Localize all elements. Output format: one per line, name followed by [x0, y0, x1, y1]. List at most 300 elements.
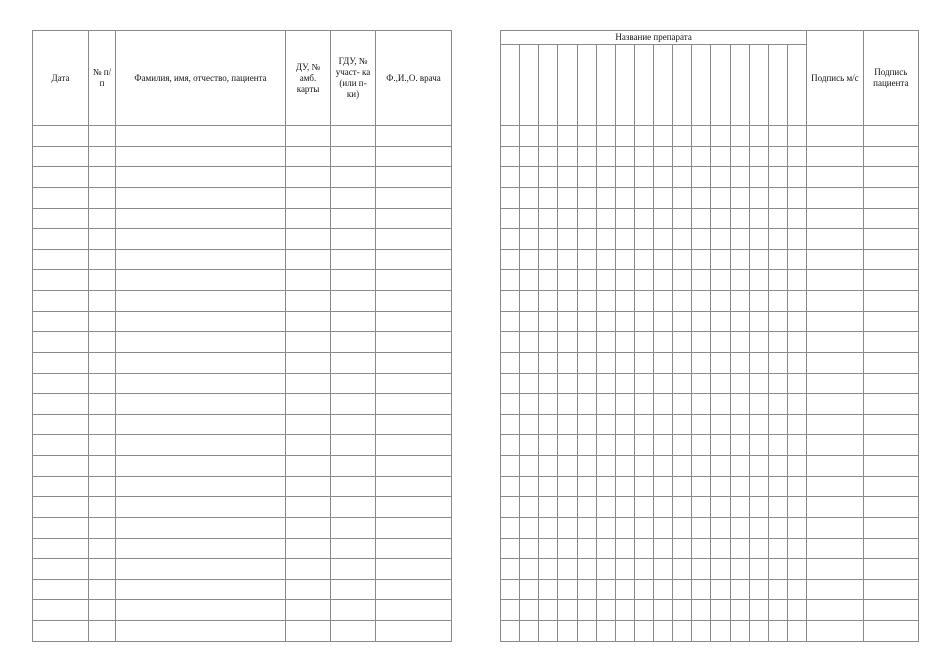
drug-entry-cell[interactable] [768, 414, 787, 435]
drug-entry-cell[interactable] [787, 538, 806, 559]
nurse-signature-cell[interactable] [807, 249, 863, 270]
entry-cell-du[interactable] [286, 229, 331, 250]
drug-entry-cell[interactable] [749, 600, 768, 621]
drug-entry-cell[interactable] [634, 291, 653, 312]
drug-entry-cell[interactable] [673, 229, 692, 250]
drug-entry-cell[interactable] [692, 600, 711, 621]
drug-entry-cell[interactable] [730, 373, 749, 394]
drug-entry-cell[interactable] [730, 621, 749, 642]
drug-entry-cell[interactable] [577, 311, 596, 332]
drug-entry-cell[interactable] [596, 394, 615, 415]
drug-entry-cell[interactable] [615, 497, 634, 518]
nurse-signature-cell[interactable] [807, 352, 863, 373]
drug-entry-cell[interactable] [577, 249, 596, 270]
drug-entry-cell[interactable] [692, 517, 711, 538]
drug-entry-cell[interactable] [558, 476, 577, 497]
drug-entry-cell[interactable] [711, 187, 730, 208]
drug-entry-cell[interactable] [654, 497, 673, 518]
drug-entry-cell[interactable] [730, 249, 749, 270]
entry-cell-name[interactable] [116, 291, 286, 312]
drug-entry-cell[interactable] [749, 559, 768, 580]
drug-entry-cell[interactable] [787, 167, 806, 188]
drug-entry-cell[interactable] [787, 229, 806, 250]
drug-entry-cell[interactable] [634, 559, 653, 580]
drug-entry-cell[interactable] [787, 621, 806, 642]
drug-entry-cell[interactable] [634, 373, 653, 394]
drug-entry-cell[interactable] [520, 126, 539, 147]
drug-entry-cell[interactable] [749, 126, 768, 147]
entry-cell-gdu[interactable] [331, 311, 376, 332]
entry-cell-doctor[interactable] [376, 208, 452, 229]
drug-entry-cell[interactable] [654, 146, 673, 167]
entry-cell-gdu[interactable] [331, 229, 376, 250]
drug-entry-cell[interactable] [654, 249, 673, 270]
drug-entry-cell[interactable] [711, 249, 730, 270]
drug-entry-cell[interactable] [577, 476, 596, 497]
drug-entry-cell[interactable] [520, 311, 539, 332]
drug-entry-cell[interactable] [558, 621, 577, 642]
entry-cell-du[interactable] [286, 352, 331, 373]
entry-cell-date[interactable] [33, 270, 89, 291]
drug-entry-cell[interactable] [768, 497, 787, 518]
drug-entry-cell[interactable] [520, 249, 539, 270]
drug-entry-cell[interactable] [673, 435, 692, 456]
drug-entry-cell[interactable] [539, 538, 558, 559]
drug-entry-cell[interactable] [654, 332, 673, 353]
drug-entry-cell[interactable] [730, 126, 749, 147]
drug-entry-cell[interactable] [539, 476, 558, 497]
drug-entry-cell[interactable] [501, 394, 520, 415]
patient-signature-cell[interactable] [863, 208, 918, 229]
entry-cell-gdu[interactable] [331, 600, 376, 621]
drug-entry-cell[interactable] [615, 579, 634, 600]
nurse-signature-cell[interactable] [807, 559, 863, 580]
drug-entry-cell[interactable] [673, 476, 692, 497]
entry-cell-name[interactable] [116, 476, 286, 497]
drug-entry-cell[interactable] [730, 476, 749, 497]
drug-entry-cell[interactable] [654, 559, 673, 580]
drug-entry-cell[interactable] [539, 352, 558, 373]
entry-cell-name[interactable] [116, 456, 286, 477]
drug-entry-cell[interactable] [615, 559, 634, 580]
drug-entry-cell[interactable] [673, 167, 692, 188]
entry-cell-num[interactable] [89, 291, 116, 312]
drug-entry-cell[interactable] [692, 270, 711, 291]
nurse-signature-cell[interactable] [807, 538, 863, 559]
drug-entry-cell[interactable] [596, 476, 615, 497]
drug-entry-cell[interactable] [711, 538, 730, 559]
drug-entry-cell[interactable] [768, 332, 787, 353]
entry-cell-num[interactable] [89, 394, 116, 415]
drug-entry-cell[interactable] [654, 414, 673, 435]
drug-entry-cell[interactable] [577, 332, 596, 353]
drug-entry-cell[interactable] [520, 291, 539, 312]
entry-cell-doctor[interactable] [376, 414, 452, 435]
drug-entry-cell[interactable] [539, 497, 558, 518]
drug-entry-cell[interactable] [768, 517, 787, 538]
drug-entry-cell[interactable] [634, 270, 653, 291]
entry-cell-num[interactable] [89, 517, 116, 538]
drug-entry-cell[interactable] [520, 456, 539, 477]
drug-entry-cell[interactable] [787, 559, 806, 580]
entry-cell-doctor[interactable] [376, 517, 452, 538]
drug-entry-cell[interactable] [615, 229, 634, 250]
drug-entry-cell[interactable] [558, 229, 577, 250]
entry-cell-name[interactable] [116, 517, 286, 538]
entry-cell-gdu[interactable] [331, 559, 376, 580]
entry-cell-gdu[interactable] [331, 579, 376, 600]
drug-entry-cell[interactable] [501, 621, 520, 642]
drug-entry-cell[interactable] [539, 517, 558, 538]
drug-entry-cell[interactable] [654, 538, 673, 559]
entry-cell-name[interactable] [116, 352, 286, 373]
drug-entry-cell[interactable] [520, 394, 539, 415]
entry-cell-date[interactable] [33, 579, 89, 600]
entry-cell-num[interactable] [89, 600, 116, 621]
entry-cell-num[interactable] [89, 579, 116, 600]
entry-cell-date[interactable] [33, 126, 89, 147]
drug-entry-cell[interactable] [501, 414, 520, 435]
drug-entry-cell[interactable] [520, 270, 539, 291]
drug-entry-cell[interactable] [577, 167, 596, 188]
entry-cell-date[interactable] [33, 497, 89, 518]
drug-entry-cell[interactable] [501, 146, 520, 167]
drug-entry-cell[interactable] [539, 291, 558, 312]
entry-cell-date[interactable] [33, 373, 89, 394]
drug-entry-cell[interactable] [768, 270, 787, 291]
nurse-signature-cell[interactable] [807, 621, 863, 642]
drug-entry-cell[interactable] [673, 291, 692, 312]
drug-entry-cell[interactable] [749, 621, 768, 642]
drug-entry-cell[interactable] [749, 311, 768, 332]
drug-entry-cell[interactable] [749, 394, 768, 415]
drug-entry-cell[interactable] [501, 456, 520, 477]
drug-entry-cell[interactable] [711, 208, 730, 229]
drug-entry-cell[interactable] [749, 291, 768, 312]
drug-entry-cell[interactable] [673, 497, 692, 518]
entry-cell-gdu[interactable] [331, 332, 376, 353]
patient-signature-cell[interactable] [863, 187, 918, 208]
entry-cell-date[interactable] [33, 414, 89, 435]
drug-entry-cell[interactable] [615, 146, 634, 167]
drug-entry-cell[interactable] [768, 187, 787, 208]
entry-cell-doctor[interactable] [376, 126, 452, 147]
drug-entry-cell[interactable] [596, 373, 615, 394]
drug-entry-cell[interactable] [520, 414, 539, 435]
drug-entry-cell[interactable] [615, 621, 634, 642]
drug-entry-cell[interactable] [768, 579, 787, 600]
drug-entry-cell[interactable] [501, 167, 520, 188]
drug-entry-cell[interactable] [596, 146, 615, 167]
entry-cell-date[interactable] [33, 456, 89, 477]
patient-signature-cell[interactable] [863, 414, 918, 435]
drug-entry-cell[interactable] [615, 270, 634, 291]
drug-entry-cell[interactable] [692, 352, 711, 373]
drug-entry-cell[interactable] [787, 394, 806, 415]
drug-entry-cell[interactable] [539, 311, 558, 332]
entry-cell-doctor[interactable] [376, 456, 452, 477]
drug-entry-cell[interactable] [615, 414, 634, 435]
drug-entry-cell[interactable] [654, 600, 673, 621]
drug-entry-cell[interactable] [539, 332, 558, 353]
patient-signature-cell[interactable] [863, 373, 918, 394]
entry-cell-du[interactable] [286, 394, 331, 415]
patient-signature-cell[interactable] [863, 600, 918, 621]
entry-cell-doctor[interactable] [376, 187, 452, 208]
patient-signature-cell[interactable] [863, 621, 918, 642]
drug-entry-cell[interactable] [520, 229, 539, 250]
drug-entry-cell[interactable] [692, 373, 711, 394]
drug-entry-cell[interactable] [730, 332, 749, 353]
drug-entry-cell[interactable] [539, 167, 558, 188]
entry-cell-num[interactable] [89, 332, 116, 353]
drug-entry-cell[interactable] [768, 456, 787, 477]
drug-entry-cell[interactable] [577, 497, 596, 518]
entry-cell-num[interactable] [89, 435, 116, 456]
drug-entry-cell[interactable] [711, 621, 730, 642]
patient-signature-cell[interactable] [863, 167, 918, 188]
entry-cell-du[interactable] [286, 559, 331, 580]
drug-entry-cell[interactable] [711, 600, 730, 621]
drug-entry-cell[interactable] [501, 435, 520, 456]
entry-cell-gdu[interactable] [331, 621, 376, 642]
drug-entry-cell[interactable] [673, 208, 692, 229]
drug-entry-cell[interactable] [520, 621, 539, 642]
drug-entry-cell[interactable] [539, 435, 558, 456]
drug-entry-cell[interactable] [577, 187, 596, 208]
entry-cell-doctor[interactable] [376, 476, 452, 497]
drug-entry-cell[interactable] [654, 394, 673, 415]
drug-entry-cell[interactable] [749, 229, 768, 250]
drug-entry-cell[interactable] [768, 373, 787, 394]
entry-cell-gdu[interactable] [331, 352, 376, 373]
entry-cell-name[interactable] [116, 497, 286, 518]
patient-signature-cell[interactable] [863, 579, 918, 600]
drug-entry-cell[interactable] [787, 291, 806, 312]
drug-entry-cell[interactable] [501, 187, 520, 208]
drug-entry-cell[interactable] [539, 394, 558, 415]
entry-cell-gdu[interactable] [331, 394, 376, 415]
drug-entry-cell[interactable] [692, 187, 711, 208]
drug-entry-cell[interactable] [692, 476, 711, 497]
drug-entry-cell[interactable] [596, 559, 615, 580]
drug-entry-cell[interactable] [749, 187, 768, 208]
drug-entry-cell[interactable] [634, 621, 653, 642]
patient-signature-cell[interactable] [863, 311, 918, 332]
entry-cell-doctor[interactable] [376, 249, 452, 270]
entry-cell-du[interactable] [286, 270, 331, 291]
drug-entry-cell[interactable] [520, 373, 539, 394]
drug-entry-cell[interactable] [577, 538, 596, 559]
entry-cell-date[interactable] [33, 249, 89, 270]
drug-entry-cell[interactable] [768, 600, 787, 621]
entry-cell-du[interactable] [286, 579, 331, 600]
drug-entry-cell[interactable] [692, 229, 711, 250]
entry-cell-num[interactable] [89, 187, 116, 208]
drug-entry-cell[interactable] [730, 291, 749, 312]
entry-cell-name[interactable] [116, 270, 286, 291]
nurse-signature-cell[interactable] [807, 456, 863, 477]
entry-cell-gdu[interactable] [331, 146, 376, 167]
drug-entry-cell[interactable] [711, 167, 730, 188]
drug-entry-cell[interactable] [539, 229, 558, 250]
drug-entry-cell[interactable] [577, 394, 596, 415]
drug-entry-cell[interactable] [711, 414, 730, 435]
entry-cell-name[interactable] [116, 229, 286, 250]
drug-entry-cell[interactable] [558, 435, 577, 456]
drug-entry-cell[interactable] [596, 600, 615, 621]
nurse-signature-cell[interactable] [807, 332, 863, 353]
entry-cell-gdu[interactable] [331, 456, 376, 477]
drug-entry-cell[interactable] [730, 270, 749, 291]
nurse-signature-cell[interactable] [807, 146, 863, 167]
drug-entry-cell[interactable] [711, 352, 730, 373]
drug-entry-cell[interactable] [615, 187, 634, 208]
drug-entry-cell[interactable] [539, 414, 558, 435]
drug-entry-cell[interactable] [520, 208, 539, 229]
drug-entry-cell[interactable] [577, 414, 596, 435]
entry-cell-du[interactable] [286, 167, 331, 188]
drug-entry-cell[interactable] [787, 435, 806, 456]
patient-signature-cell[interactable] [863, 146, 918, 167]
drug-entry-cell[interactable] [654, 270, 673, 291]
drug-entry-cell[interactable] [673, 394, 692, 415]
entry-cell-num[interactable] [89, 456, 116, 477]
drug-entry-cell[interactable] [711, 394, 730, 415]
entry-cell-date[interactable] [33, 600, 89, 621]
drug-entry-cell[interactable] [711, 456, 730, 477]
drug-entry-cell[interactable] [711, 497, 730, 518]
entry-cell-doctor[interactable] [376, 394, 452, 415]
drug-entry-cell[interactable] [615, 126, 634, 147]
drug-entry-cell[interactable] [539, 126, 558, 147]
drug-entry-cell[interactable] [787, 208, 806, 229]
drug-entry-cell[interactable] [730, 208, 749, 229]
drug-entry-cell[interactable] [596, 311, 615, 332]
entry-cell-doctor[interactable] [376, 497, 452, 518]
drug-entry-cell[interactable] [615, 352, 634, 373]
nurse-signature-cell[interactable] [807, 414, 863, 435]
entry-cell-doctor[interactable] [376, 291, 452, 312]
drug-entry-cell[interactable] [539, 208, 558, 229]
drug-entry-cell[interactable] [711, 579, 730, 600]
drug-entry-cell[interactable] [730, 229, 749, 250]
drug-entry-cell[interactable] [787, 414, 806, 435]
drug-entry-cell[interactable] [634, 538, 653, 559]
drug-entry-cell[interactable] [749, 476, 768, 497]
drug-entry-cell[interactable] [673, 456, 692, 477]
drug-entry-cell[interactable] [577, 146, 596, 167]
drug-entry-cell[interactable] [787, 456, 806, 477]
drug-entry-cell[interactable] [768, 476, 787, 497]
drug-entry-cell[interactable] [692, 538, 711, 559]
drug-entry-cell[interactable] [634, 476, 653, 497]
nurse-signature-cell[interactable] [807, 435, 863, 456]
drug-entry-cell[interactable] [615, 600, 634, 621]
drug-entry-cell[interactable] [558, 126, 577, 147]
drug-entry-cell[interactable] [730, 311, 749, 332]
drug-entry-cell[interactable] [692, 167, 711, 188]
drug-entry-cell[interactable] [520, 497, 539, 518]
entry-cell-num[interactable] [89, 621, 116, 642]
entry-cell-du[interactable] [286, 187, 331, 208]
entry-cell-name[interactable] [116, 146, 286, 167]
drug-entry-cell[interactable] [768, 229, 787, 250]
drug-entry-cell[interactable] [596, 517, 615, 538]
entry-cell-gdu[interactable] [331, 476, 376, 497]
drug-entry-cell[interactable] [634, 167, 653, 188]
entry-cell-num[interactable] [89, 497, 116, 518]
nurse-signature-cell[interactable] [807, 600, 863, 621]
drug-entry-cell[interactable] [730, 187, 749, 208]
drug-entry-cell[interactable] [749, 456, 768, 477]
drug-entry-cell[interactable] [634, 229, 653, 250]
entry-cell-name[interactable] [116, 435, 286, 456]
drug-entry-cell[interactable] [654, 352, 673, 373]
drug-entry-cell[interactable] [501, 497, 520, 518]
entry-cell-du[interactable] [286, 435, 331, 456]
drug-entry-cell[interactable] [711, 435, 730, 456]
entry-cell-du[interactable] [286, 208, 331, 229]
drug-entry-cell[interactable] [749, 497, 768, 518]
drug-entry-cell[interactable] [692, 208, 711, 229]
drug-entry-cell[interactable] [558, 559, 577, 580]
drug-entry-cell[interactable] [558, 291, 577, 312]
drug-entry-cell[interactable] [673, 187, 692, 208]
drug-entry-cell[interactable] [768, 435, 787, 456]
entry-cell-du[interactable] [286, 291, 331, 312]
entry-cell-name[interactable] [116, 167, 286, 188]
drug-entry-cell[interactable] [634, 249, 653, 270]
drug-entry-cell[interactable] [730, 394, 749, 415]
drug-entry-cell[interactable] [768, 559, 787, 580]
drug-entry-cell[interactable] [654, 517, 673, 538]
nurse-signature-cell[interactable] [807, 373, 863, 394]
drug-entry-cell[interactable] [558, 456, 577, 477]
drug-entry-cell[interactable] [596, 579, 615, 600]
entry-cell-num[interactable] [89, 352, 116, 373]
drug-entry-cell[interactable] [654, 476, 673, 497]
drug-entry-cell[interactable] [634, 208, 653, 229]
drug-entry-cell[interactable] [768, 311, 787, 332]
drug-entry-cell[interactable] [711, 229, 730, 250]
drug-entry-cell[interactable] [692, 126, 711, 147]
drug-entry-cell[interactable] [654, 579, 673, 600]
nurse-signature-cell[interactable] [807, 311, 863, 332]
drug-entry-cell[interactable] [501, 600, 520, 621]
drug-entry-cell[interactable] [749, 538, 768, 559]
drug-entry-cell[interactable] [749, 373, 768, 394]
entry-cell-date[interactable] [33, 332, 89, 353]
drug-entry-cell[interactable] [692, 435, 711, 456]
drug-entry-cell[interactable] [596, 167, 615, 188]
drug-entry-cell[interactable] [520, 476, 539, 497]
drug-entry-cell[interactable] [501, 229, 520, 250]
drug-entry-cell[interactable] [634, 352, 653, 373]
entry-cell-date[interactable] [33, 291, 89, 312]
drug-entry-cell[interactable] [520, 187, 539, 208]
patient-signature-cell[interactable] [863, 456, 918, 477]
drug-entry-cell[interactable] [692, 456, 711, 477]
entry-cell-doctor[interactable] [376, 270, 452, 291]
drug-entry-cell[interactable] [654, 167, 673, 188]
drug-entry-cell[interactable] [673, 146, 692, 167]
nurse-signature-cell[interactable] [807, 291, 863, 312]
entry-cell-doctor[interactable] [376, 352, 452, 373]
drug-entry-cell[interactable] [768, 538, 787, 559]
drug-entry-cell[interactable] [596, 414, 615, 435]
drug-entry-cell[interactable] [596, 352, 615, 373]
